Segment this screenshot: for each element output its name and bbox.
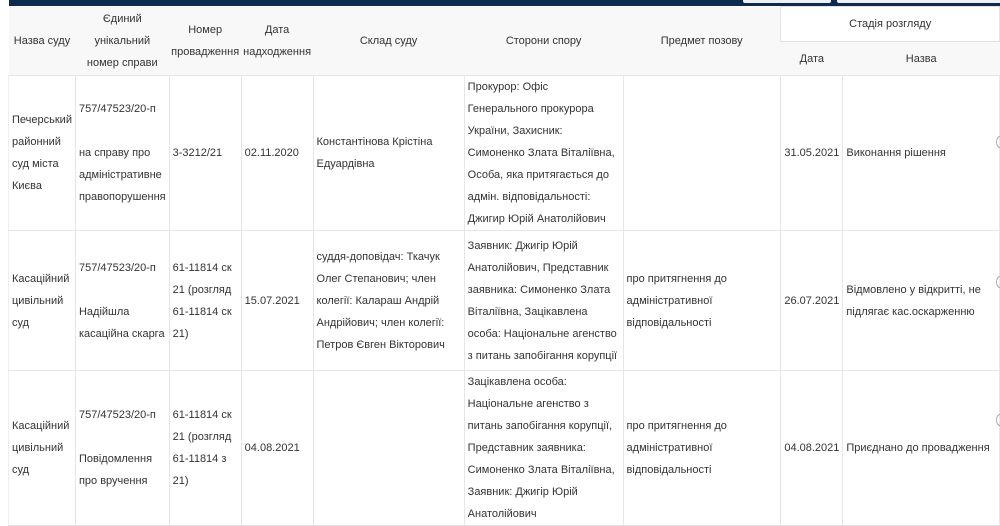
cell-proceeding-number: 61-11814 ск 21 (розгляд 61-11814 з 21): [169, 371, 241, 526]
cell-stage-name: Виконання рішення: [843, 76, 1000, 231]
case-number-link[interactable]: 757/47523/20-п: [78, 261, 156, 274]
cell-stage-date: 04.08.2021: [781, 371, 843, 526]
cell-case-number: [75, 371, 169, 526]
cell-court-name: Касаційний цивільний суд: [9, 371, 76, 526]
cell-court-composition: суддя-доповідач: Ткачук Олег Степанович; член колегії: Калараш Андрій Андрійович; член колегії: Петров Євген Вікторович: [313, 231, 464, 371]
cell-stage-name: Приєднано до провадження: [843, 371, 1000, 526]
cell-parties: Прокурор: Офіс Генерального прокурора України, Захисник: Симоненко Злата Віталіївна, Особа, яка притягається до адмін. відповідальності: Джигир Юрій Анатолійович: [464, 76, 623, 231]
table-row: [9, 76, 1000, 231]
header-received-date: Дата надходження: [241, 7, 313, 76]
cell-received-date: 04.08.2021: [241, 371, 313, 526]
cell-court-name: Печерський районний суд міста Києва: [9, 76, 76, 231]
top-tab-2[interactable]: [837, 0, 1000, 3]
table-row: [9, 231, 1000, 371]
row-action-icon[interactable]: [996, 276, 1000, 288]
cell-claim-subject: [623, 76, 781, 231]
cell-stage-date: 26.07.2021: [781, 231, 843, 371]
cell-parties: Зацікавлена особа: Національне агенство з питань запобігання корупції, Представник заявника: Симоненко Злата Віталіївна, Заявник: Джигір Юрій Анатолійович: [464, 371, 623, 526]
cell-stage-name: Відмовлено у відкритті, не підлягає кас.оскарженню: [843, 231, 1000, 371]
cell-received-date: 02.11.2020: [241, 76, 313, 231]
header-case-number: Єдиний унікальний номер справи: [75, 7, 169, 76]
case-number-link[interactable]: 757/47523/20-п: [78, 103, 156, 115]
header-court-name: Назва суду: [9, 7, 76, 76]
court-cases-table: [8, 6, 1000, 526]
cell-claim-subject: про притягнення до адміністративної відповідальності: [623, 231, 781, 371]
cell-court-composition: Константінова Крістіна Едуардівна: [313, 76, 464, 231]
case-number-link[interactable]: 757/47523/20-п: [78, 409, 156, 421]
cell-proceeding-number: 3-3212/21: [169, 76, 241, 231]
cell-parties: Заявник: Джигір Юрій Анатолійович, Представник заявника: Симоненко Злата Віталіївна, Зацікавлена особа: Національне агенство з питань запобігання корупції: [464, 231, 623, 371]
top-tab-1[interactable]: [743, 0, 831, 3]
cell-court-name: Касаційний цивільний суд: [9, 231, 76, 371]
cell-case-number: [75, 231, 169, 371]
header-court-composition: Склад суду: [313, 7, 464, 76]
header-parties: Сторони спору: [464, 7, 623, 76]
header-stage-date: Дата: [781, 42, 843, 76]
cell-case-number: [75, 76, 169, 231]
case-note: Надійшла касаційна скарга: [78, 305, 165, 340]
cell-stage-date: 31.05.2021: [781, 76, 843, 231]
header-stage-name: Назва: [843, 42, 1000, 76]
table-row: [9, 371, 1000, 526]
case-note: Повідомлення про вручення: [78, 453, 153, 487]
cell-proceeding-number: 61-11814 ск 21 (розгляд 61-11814 ск 21): [169, 231, 241, 371]
row-action-icon[interactable]: [996, 136, 1000, 148]
case-note: на справу про адміністративне правопорушення: [78, 147, 166, 203]
cell-received-date: 15.07.2021: [241, 231, 313, 371]
cell-court-composition: [313, 371, 464, 526]
row-action-icon[interactable]: [996, 414, 1000, 426]
header-proceeding-number: Номер провадження: [169, 7, 241, 76]
header-claim-subject: Предмет позову: [623, 7, 781, 76]
header-stage-group: Стадія розгляду: [781, 7, 1000, 42]
cell-claim-subject: про притягнення до адміністративної відповідальності: [623, 371, 781, 526]
